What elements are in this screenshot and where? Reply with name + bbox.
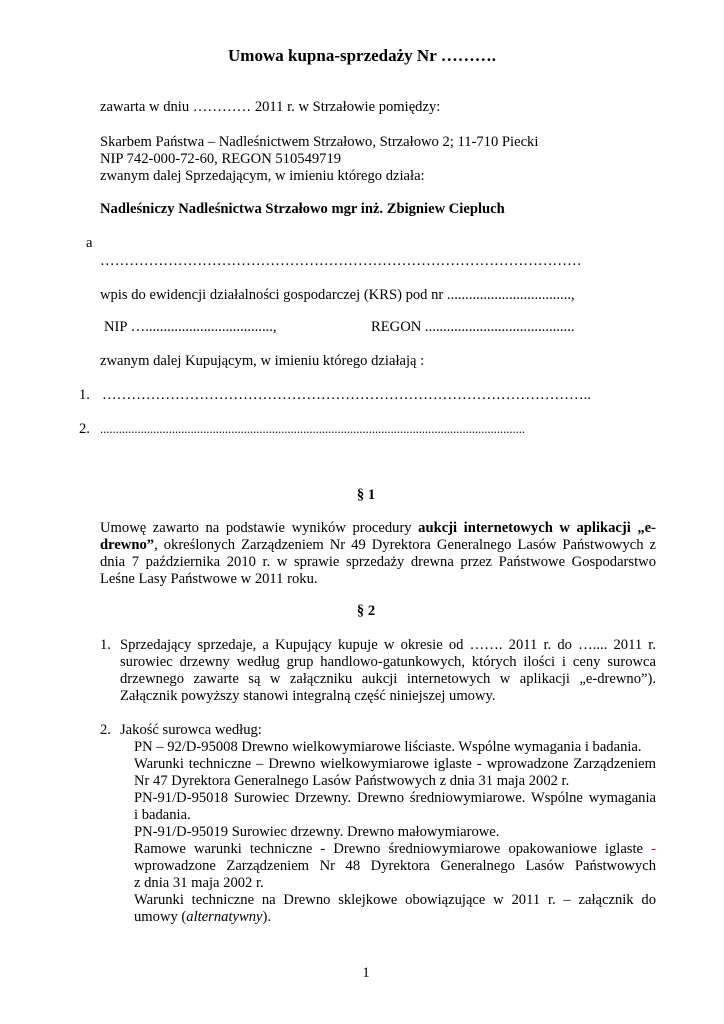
item-1-line: Sprzedający sprzedaje, a Kupujący kupuje w okresie od ……. 2011 r. do ….... 2011 r. [120, 637, 656, 653]
page-number: 1 [362, 965, 370, 981]
s1-text: , określonych Zarządzeniem Nr 49 Dyrektora Generalnego Lasów Państwowych z [154, 537, 656, 553]
representative-2-number: 2. [79, 421, 90, 437]
s1-edrewno-phrase: drewno” [100, 537, 155, 553]
standard-ramowe-line [134, 841, 656, 858]
item-1-number: 1. [100, 637, 111, 653]
s1-text: dnia 7 października 2010 r. w sprawie sprzedaży drewna przez Państwowe Gospodarstwo [100, 554, 656, 570]
standard-pn-91-d-95018-line: i badania. [134, 807, 191, 823]
date-line: zawarta w dniu ………… 2011 r. w Strzałowie pomiędzy: [100, 99, 441, 115]
standard-ramowe-text: Ramowe warunki techniczne - Drewno średniowymiarowe opakowaniowe iglaste [134, 841, 652, 857]
seller-ids-line: NIP 742-000-72-60, REGON 510549719 [100, 151, 342, 167]
standard-sklejkowe-line: Warunki techniczne na Drewno sklejkowe obowiązujące w 2011 r. – załącznik do [134, 892, 656, 908]
s1-text: Leśne Lasy Państwowe w 2011 roku. [100, 571, 318, 587]
seller-name-line: Skarbem Państwa – Nadleśnictwem Strzałowo, Strzałowo 2; 11-710 Piecki [100, 134, 539, 150]
representative-1-blank: ……………………………………………………………………………………….. [102, 387, 591, 403]
item-2-heading: Jakość surowca według: [120, 722, 262, 738]
standard-sklejkowe-line: umowy (alternatywny). [134, 909, 272, 925]
standard-ramowe-line: z dnia 31 maja 2002 r. [134, 875, 264, 891]
standard-pn-91-d-95019: PN-91/D-95019 Surowiec drzewny. Drewno małowymiarowe. [134, 824, 500, 840]
section-1-heading: § 1 [356, 487, 376, 503]
buyer-regon-blank: REGON ......................................... [371, 319, 575, 335]
quality-standards-list [134, 739, 656, 926]
buyer-name-blank: ……………………………………………………………………………………… [100, 253, 582, 269]
section-2-heading: § 2 [356, 603, 376, 619]
document-title: Umowa kupna-sprzedaży Nr ………. [228, 46, 496, 65]
standard-wt-iglaste-line: Nr 47 Dyrektora Generalnego Lasów Państwowych z dnia 31 maja 2002 r. [134, 773, 570, 789]
seller-role-line: zwanym dalej Sprzedającym, w imieniu którego działa: [100, 168, 425, 184]
standard-wt-iglaste-line: Warunki techniczne – Drewno wielkowymiarowe iglaste - wprowadzone Zarządzeniem [134, 756, 656, 772]
item-1-line: surowiec drzewny według grup handlowo-gatunkowych, których ilości i ceny surowca [120, 654, 656, 670]
standard-pn-91-d-95018-line: PN-91/D-95018 Surowiec Drzewny. Drewno średniowymiarowe. Wspólne wymagania [134, 790, 656, 806]
s1-text: Umowę zawarto na podstawie wyników procedury [100, 520, 419, 536]
buyer-nip-blank: NIP …..................................., [104, 319, 277, 335]
item-1-line: drzewnego zawarte są w załączniku aukcji internetowych w aplikacji „e-drewno”). [120, 671, 656, 687]
standard-ramowe-line: wprowadzone Zarządzeniem Nr 48 Dyrektora Generalnego Lasów Państwowych [134, 858, 656, 874]
item-2-number: 2. [100, 722, 111, 738]
alternative-note: alternatywny [186, 909, 263, 925]
standard-pn-92-d-95008: PN – 92/D-95008 Drewno wielkowymiarowe liściaste. Wspólne wymagania i badania. [134, 739, 642, 755]
buyer-role-line: zwanym dalej Kupującym, w imieniu którego działają : [100, 353, 425, 369]
red-dash: - [651, 841, 656, 857]
representative-2-blank: ........................................................................................................................................ [100, 422, 525, 436]
representative-1-number: 1. [79, 387, 90, 403]
seller-representative: Nadleśniczy Nadleśnictwa Strzałowo mgr inż. Zbigniew Ciepluch [100, 201, 505, 217]
item-1-line: Załącznik powyższy stanowi integralną część niniejszej umowy. [120, 688, 496, 704]
section-1-paragraph [100, 520, 656, 588]
item-1-text [120, 637, 656, 705]
and-connector: a [86, 235, 93, 251]
s1-auction-phrase: aukcji internetowych w aplikacji „e- [418, 520, 656, 536]
krs-line: wpis do ewidencji działalności gospodarczej (KRS) pod nr .................................., [100, 287, 575, 303]
